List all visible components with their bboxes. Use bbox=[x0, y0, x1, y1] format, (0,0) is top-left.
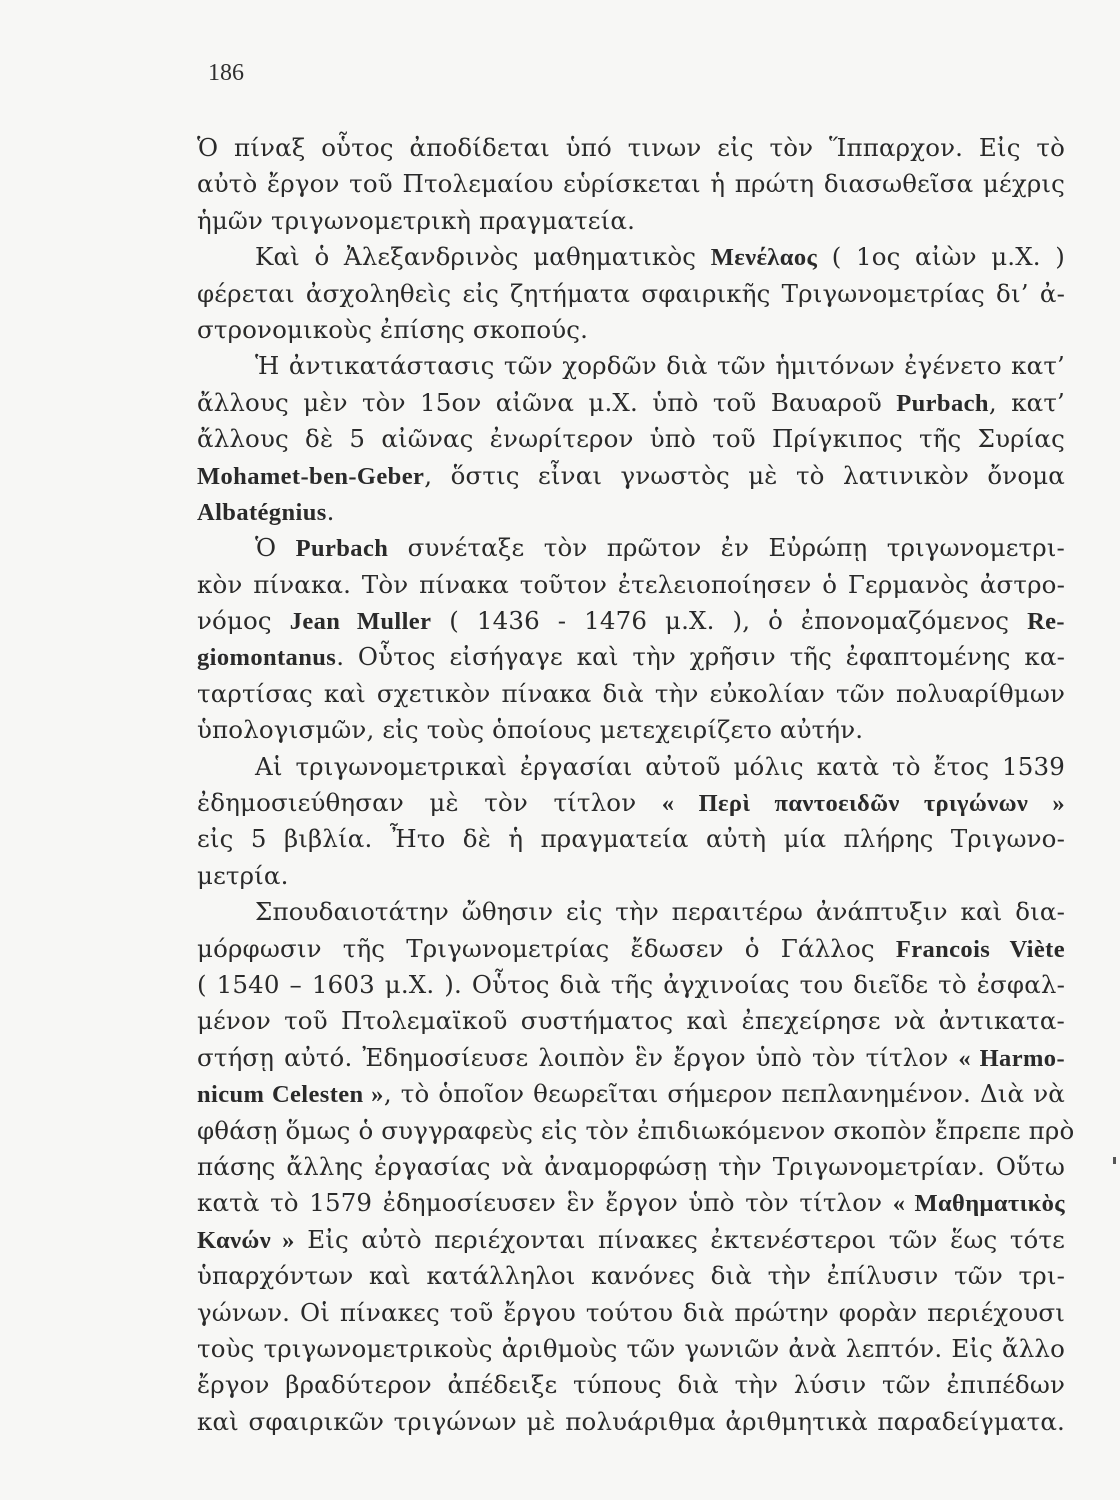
bold-term: giomontanus bbox=[197, 644, 337, 672]
text-segment: ( 1540 – 1603 μ.Χ. ). Οὗτος διὰ τῆς ἀγχινοίας του διεῖδε τὸ ἐσφαλ- bbox=[197, 969, 1065, 999]
text-segment: μετρία. bbox=[197, 860, 289, 890]
text-line bbox=[197, 203, 1065, 239]
text-segment: αὐτὸ ἔργον τοῦ Πτολεμαίου εὑρίσκεται ἡ πρώτη διασωθεῖσα μέχρις bbox=[197, 169, 1065, 199]
text-line bbox=[197, 567, 1065, 603]
text-segment: ὑπολογισμῶν, εἰς τοὺς ὁποίους μετεχειρίζετο αὐτήν. bbox=[197, 715, 864, 745]
text-line bbox=[197, 348, 1065, 384]
text-line bbox=[197, 421, 1065, 457]
text-segment: τοὺς τριγωνομετρικοὺς ἀριθμοὺς τῶν γωνιῶν ἀνὰ λεπτόν. Εἰς ἄλλο bbox=[197, 1333, 1065, 1363]
text-line bbox=[197, 858, 1065, 894]
text-segment: συνέταξε τὸν πρῶτον ἐν Εὐρώπῃ τριγωνομετρι- bbox=[388, 533, 1065, 563]
text-segment: Σπουδαιοτάτην ὤθησιν εἰς τὴν περαιτέρω ἀνάπτυξιν καὶ δια- bbox=[255, 897, 1065, 927]
text-line bbox=[197, 1295, 1065, 1331]
text-line bbox=[197, 458, 1065, 494]
bold-term: Μενέλαος bbox=[710, 244, 818, 272]
text-segment: ἡμῶν τριγωνομετρικὴ πραγματεία. bbox=[197, 205, 636, 235]
bold-term: Jean Muller bbox=[289, 608, 432, 636]
text-line bbox=[197, 639, 1065, 675]
text-segment: στρονομικοὺς ἐπίσης σκοπούς. bbox=[197, 314, 589, 344]
text-segment: στήσῃ αὐτό. Ἐδημοσίευσε λοιπὸν ἓν ἔργον ὑπὸ τὸν τίτλον bbox=[197, 1042, 959, 1072]
text-segment: Ἡ ἀντικατάστασις τῶν χορδῶν διὰ τῶν ἡμιτόνων ἐγένετο κατ’ bbox=[255, 351, 1065, 381]
text-line bbox=[197, 1113, 1075, 1149]
text-line bbox=[197, 785, 1065, 821]
text-line bbox=[197, 1040, 1065, 1076]
text-segment: ταρτίσας καὶ σχετικὸν πίνακα διὰ τὴν εὐκολίαν τῶν πολυαρίθμων bbox=[197, 678, 1065, 708]
text-segment: κατὰ τὸ 1579 ἐδημοσίευσεν ἓν ἔργον ὑπὸ τὸν τίτλον bbox=[197, 1188, 893, 1218]
text-segment: μένον τοῦ Πτολεμαϊκοῦ συστήματος καὶ ἐπεχείρησε νὰ ἀντικατα- bbox=[197, 1006, 1065, 1036]
text-segment: γώνων. Οἱ πίνακες τοῦ ἔργου τούτου διὰ πρώτην φορὰν περιέχουσι bbox=[197, 1297, 1065, 1327]
text-segment: καὶ σφαιρικῶν τριγώνων μὲ πολυάριθμα ἀριθμητικὰ παραδείγματα. bbox=[197, 1406, 1065, 1436]
text-segment: κὸν πίνακα. Τὸν πίνακα τοῦτον ἐτελειοποίησεν ὁ Γερμανὸς ἀστρο- bbox=[197, 569, 1065, 599]
bold-term: Mohamet-ben-Geber bbox=[197, 462, 425, 490]
text-line bbox=[197, 385, 1065, 421]
text-segment: , τὸ ὁποῖον θεωρεῖται σήμερον πεπλανημένον. Διὰ νὰ bbox=[383, 1079, 1065, 1109]
text-segment: Ὁ πίναξ οὗτος ἀποδίδεται ὑπό τινων εἰς τὸν Ἵππαρχον. Εἰς τὸ bbox=[197, 133, 1065, 162]
text-segment: ἄλλους μὲν τὸν 15ον αἰῶνα μ.Χ. ὑπὸ τοῦ Βαυαροῦ bbox=[197, 387, 897, 417]
text-segment: ὑπαρχόντων καὶ κατάλληλοι κανόνες διὰ τὴν ἐπίλυσιν τῶν τρι- bbox=[197, 1261, 1065, 1291]
text-line bbox=[197, 712, 1065, 748]
text-segment: εἰς 5 βιβλία. Ἦτο δὲ ἡ πραγματεία αὐτὴ μία πλήρης Τριγωνο- bbox=[197, 824, 1065, 854]
text-segment: μόρφωσιν τῆς Τριγωνομετρίας ἔδωσεν ὁ Γάλλος bbox=[197, 933, 896, 963]
bold-term: Purbach bbox=[295, 535, 389, 563]
page-number: 186 bbox=[208, 60, 244, 86]
text-segment: ( 1436 - 1476 μ.Χ. ), ὁ ἐπονομαζόμενος bbox=[431, 606, 1028, 636]
bold-term: « Μαθηματικὸς bbox=[892, 1190, 1065, 1218]
text-line bbox=[197, 312, 1065, 348]
text-line bbox=[197, 749, 1065, 785]
text-line bbox=[197, 166, 1065, 202]
text-segment: ( 1ος αἰὼν μ.Χ. ) bbox=[817, 242, 1065, 272]
text-line bbox=[197, 1003, 1065, 1039]
text-line bbox=[197, 603, 1065, 639]
text-segment: . Οὗτος εἰσήγαγε καὶ τὴν χρῆσιν τῆς ἐφαπτομένης κα- bbox=[336, 642, 1065, 672]
bold-term: Francois Viète bbox=[895, 935, 1065, 963]
text-line bbox=[197, 1404, 1065, 1440]
text-line bbox=[197, 1185, 1065, 1221]
text-segment: Αἱ τριγωνομετρικαὶ ἐργασίαι αὐτοῦ μόλις κατὰ τὸ ἔτος 1539 bbox=[255, 751, 1065, 781]
text-line bbox=[197, 676, 1065, 712]
margin-mark bbox=[1113, 1157, 1116, 1164]
bold-term: nicum Celesten » bbox=[197, 1081, 384, 1109]
text-line bbox=[197, 1076, 1065, 1112]
bold-term: « Harmo- bbox=[958, 1044, 1066, 1072]
text-line bbox=[197, 239, 1065, 275]
text-line bbox=[197, 894, 1065, 930]
bold-term: Κανών » bbox=[197, 1226, 295, 1254]
text-segment: ἐδημοσιεύθησαν μὲ τὸν τίτλον bbox=[197, 788, 662, 818]
text-segment: Ὁ bbox=[255, 533, 296, 563]
text-segment: , ὅστις εἶναι γνωστὸς μὲ τὸ λατινικὸν ὄνομα bbox=[424, 460, 1065, 490]
text-line bbox=[197, 821, 1065, 857]
text-line bbox=[197, 931, 1065, 967]
body-text bbox=[197, 130, 1075, 1440]
text-line bbox=[197, 1367, 1065, 1403]
text-line bbox=[197, 1258, 1065, 1294]
text-line bbox=[197, 276, 1065, 312]
text-line bbox=[197, 494, 1065, 530]
text-segment: , κατ’ bbox=[988, 387, 1065, 417]
bold-term: Re- bbox=[1027, 608, 1065, 636]
text-segment: ἄλλους δὲ 5 αἰῶνας ἐνωρίτερον ὑπὸ τοῦ Πρίγκιπος τῆς Συρίας bbox=[197, 424, 1065, 454]
text-segment: ἔργον βραδύτερον ἀπέδειξε τύπους διὰ τὴν λύσιν τῶν ἐπιπέδων bbox=[197, 1370, 1065, 1400]
text-segment: Εἰς αὐτὸ περιέχονται πίνακες ἐκτενέστεροι τῶν ἕως τότε bbox=[294, 1224, 1065, 1254]
text-segment: . bbox=[326, 496, 335, 526]
text-line bbox=[197, 1222, 1065, 1258]
text-line bbox=[197, 1331, 1065, 1367]
text-segment: πάσης ἄλλης ἐργασίας νὰ ἀναμορφώσῃ τὴν Τριγωνομετρίαν. Οὕτω bbox=[197, 1151, 1065, 1181]
text-segment: φέρεται ἀσχοληθεὶς εἰς ζητήματα σφαιρικῆς Τριγωνομετρίας δι’ ἀ- bbox=[197, 278, 1065, 308]
text-line bbox=[197, 530, 1065, 566]
text-line bbox=[197, 130, 1065, 166]
text-segment: Καὶ ὁ Ἀλεξανδρινὸς μαθηματικὸς bbox=[255, 242, 711, 272]
text-segment: νόμος bbox=[197, 606, 290, 636]
bold-term: Albatégnius bbox=[197, 498, 327, 526]
text-segment: φθάσῃ ὅμως ὁ συγγραφεὺς εἰς τὸν ἐπιδιωκόμενον σκοπὸν ἔπρεπε πρὸ bbox=[197, 1115, 1075, 1145]
bold-term: « Περὶ παντοειδῶν τριγώνων » bbox=[661, 790, 1065, 818]
text-line bbox=[197, 1149, 1065, 1185]
text-line bbox=[197, 967, 1065, 1003]
bold-term: Purbach bbox=[896, 389, 989, 417]
